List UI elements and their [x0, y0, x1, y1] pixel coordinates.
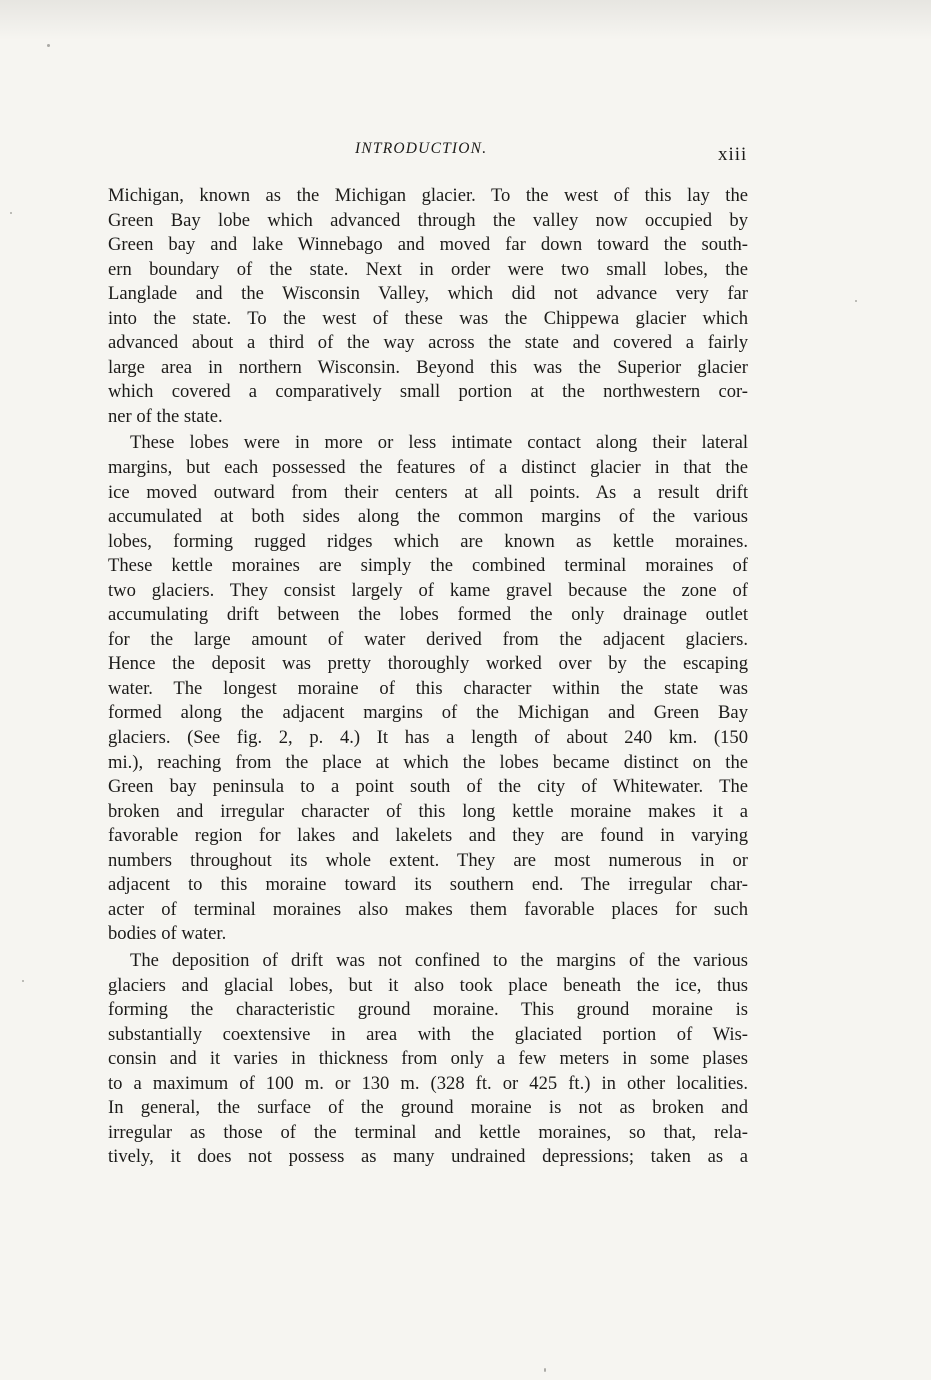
- text-line: consin and it varies in thickness from only a few meters in some plases: [108, 1048, 748, 1070]
- scan-speck: [22, 980, 24, 982]
- text-line: Michigan, known as the Michigan glacier. To the west of this lay the: [108, 185, 748, 206]
- scan-edge-shading: [0, 0, 931, 40]
- text-line: These lobes were in more or less intimate contact along their lateral: [130, 432, 748, 454]
- text-line: substantially coextensive in area with the glaciated portion of Wis-: [108, 1023, 748, 1045]
- text-line: acter of terminal moraines also makes them favorable places for such: [108, 898, 748, 920]
- text-line: The deposition of drift was not confined to the margins of the various: [130, 949, 748, 971]
- text-line: large area in northern Wisconsin. Beyond this was the Superior glacier: [108, 356, 748, 378]
- paragraph-2: [108, 431, 748, 946]
- body-text: [108, 184, 748, 1170]
- text-line: formed along the adjacent margins of the Michigan and Green Bay: [108, 702, 748, 724]
- text-line: accumulating drift between the lobes formed the only drainage outlet: [108, 604, 748, 626]
- text-line: margins, but each possessed the features of a distinct glacier in that the: [108, 457, 748, 479]
- text-line: glaciers. (See fig. 2, p. 4.) It has a length of about 240 km. (150: [108, 727, 748, 749]
- text-line: These kettle moraines are simply the combined terminal moraines of: [108, 555, 748, 577]
- paragraph-3: [108, 949, 748, 1170]
- text-line: to a maximum of 100 m. or 130 m. (328 ft. or 425 ft.) in other localities.: [108, 1072, 748, 1094]
- text-line: numbers throughout its whole extent. They are most numerous in or: [108, 849, 748, 871]
- text-line: Green bay peninsula to a point south of the city of Whitewater. The: [108, 776, 748, 798]
- text-line: accumulated at both sides along the common margins of the various: [108, 506, 748, 528]
- text-line: glaciers and glacial lobes, but it also took place beneath the ice, thus: [108, 974, 748, 996]
- scan-speck: [855, 300, 857, 302]
- scan-speck: [10, 212, 12, 214]
- text-line: water. The longest moraine of this character within the state was: [108, 677, 748, 699]
- running-head: INTRODUCTION.: [355, 140, 488, 157]
- text-line: Green bay and lake Winnebago and moved far down toward the south-: [108, 234, 748, 256]
- text-line: bodies of water.: [108, 923, 227, 945]
- text-line: ice moved outward from their centers at all points. As a result drift: [108, 481, 748, 503]
- text-line: Green Bay lobe which advanced through the valley now occupied by: [108, 209, 748, 231]
- text-line: Hence the deposit was pretty thoroughly worked over by the escaping: [108, 653, 748, 675]
- text-line: ner of the state.: [108, 405, 223, 427]
- text-line: forming the characteristic ground moraine. This ground moraine is: [108, 999, 748, 1021]
- text-line: advanced about a third of the way across the state and covered a fairly: [108, 332, 748, 354]
- paragraph-1: [108, 184, 748, 429]
- text-line: broken and irregular character of this long kettle moraine makes it a: [108, 800, 748, 822]
- text-line: lobes, forming rugged ridges which are known as kettle moraines.: [108, 530, 748, 552]
- text-line: Langlade and the Wisconsin Valley, which did not advance very far: [108, 283, 748, 305]
- page-number: xiii: [718, 144, 748, 165]
- text-line: In general, the surface of the ground moraine is not as broken and: [108, 1097, 748, 1119]
- text-line: into the state. To the west of these was the Chippewa glacier which: [108, 307, 748, 329]
- text-line: ern boundary of the state. Next in order were two small lobes, the: [108, 258, 748, 280]
- text-line: which covered a comparatively small portion at the northwestern cor-: [108, 381, 748, 403]
- text-line: adjacent to this moraine toward its southern end. The irregular char-: [108, 874, 748, 896]
- scan-speck: [47, 44, 50, 47]
- scan-speck: [544, 1368, 546, 1372]
- text-line: tively, it does not possess as many undrained depressions; taken as a: [108, 1146, 748, 1168]
- text-line: two glaciers. They consist largely of kame gravel because the zone of: [108, 579, 748, 601]
- text-line: mi.), reaching from the place at which the lobes became distinct on the: [108, 751, 748, 773]
- text-line: irregular as those of the terminal and kettle moraines, so that, rela-: [108, 1121, 748, 1143]
- text-line: favorable region for lakes and lakelets and they are found in varying: [108, 825, 748, 847]
- page-header: [0, 138, 931, 168]
- text-line: for the large amount of water derived from the adjacent glaciers.: [108, 628, 748, 650]
